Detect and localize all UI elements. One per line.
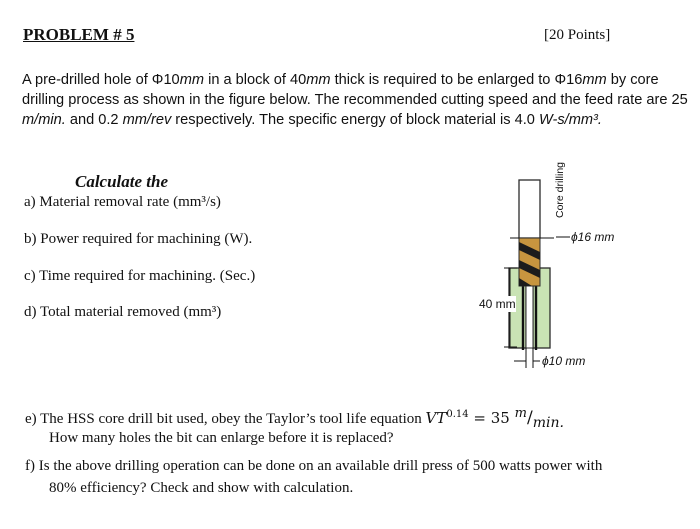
intro-text-2: in a block of 40 [204, 72, 307, 88]
intro-unit-1: mm [179, 72, 205, 88]
problem-statement [22, 70, 690, 130]
equation-exponent: 0.14 [446, 409, 469, 420]
dia10-dimension [514, 348, 585, 368]
question-e-text: e) The HSS core drill bit used, obey the Taylor’s tool life equation [25, 411, 426, 427]
equation-mid: = 35 [468, 409, 515, 427]
equation-lhs: VT [425, 409, 447, 427]
intro-text-4: by core drilling process as shown in the figure below. The recommended cutting speed and the feed rate are 25 [22, 72, 688, 108]
equation-den: min. [532, 415, 564, 431]
intro-unit-6: W-s/mm³. [538, 112, 602, 128]
thickness-label: 40 mm [479, 297, 516, 311]
intro-text-3: thick is required to be enlarged to Φ16 [330, 72, 583, 88]
drill-shank [519, 180, 540, 238]
question-d: d) Total material removed (mm³) [24, 304, 222, 320]
taylor-equation [425, 406, 564, 431]
question-e-line1 [25, 406, 564, 431]
calculate-heading: Calculate the [75, 172, 169, 191]
intro-text-5: and 0.2 [65, 112, 123, 128]
problem-title: PROBLEM # 5 [23, 25, 135, 44]
intro-unit-4: m/min. [22, 112, 66, 128]
intro-unit-3: mm [582, 72, 607, 88]
question-f-line2: 80% efficiency? Check and show with calculation. [49, 480, 354, 496]
dia10-label: ϕ10 mm [542, 354, 586, 368]
core-drilling-label: Core drilling [554, 161, 566, 218]
equation-slash: / [526, 408, 533, 428]
equation-num: m [514, 406, 527, 421]
core-drilling-figure [470, 160, 690, 375]
question-f-line1: f) Is the above drilling operation can be done on an available drill press of 500 watts power with [25, 458, 603, 474]
question-c: c) Time required for machining. (Sec.) [24, 268, 256, 284]
intro-unit-5: mm/rev [122, 112, 172, 128]
points-label: [20 Points] [544, 27, 611, 43]
dia16-label: ϕ16 mm [571, 230, 615, 244]
intro-text-6: respectively. The specific energy of block material is 4.0 [171, 112, 539, 128]
intro-unit-2: mm [306, 72, 331, 88]
intro-text-1: A pre-drilled hole of Φ10 [22, 72, 180, 88]
question-e-line2: How many holes the bit can enlarge before it is replaced? [49, 430, 394, 446]
question-b: b) Power required for machining (W). [24, 231, 253, 247]
question-a: a) Material removal rate (mm³/s) [24, 194, 221, 210]
